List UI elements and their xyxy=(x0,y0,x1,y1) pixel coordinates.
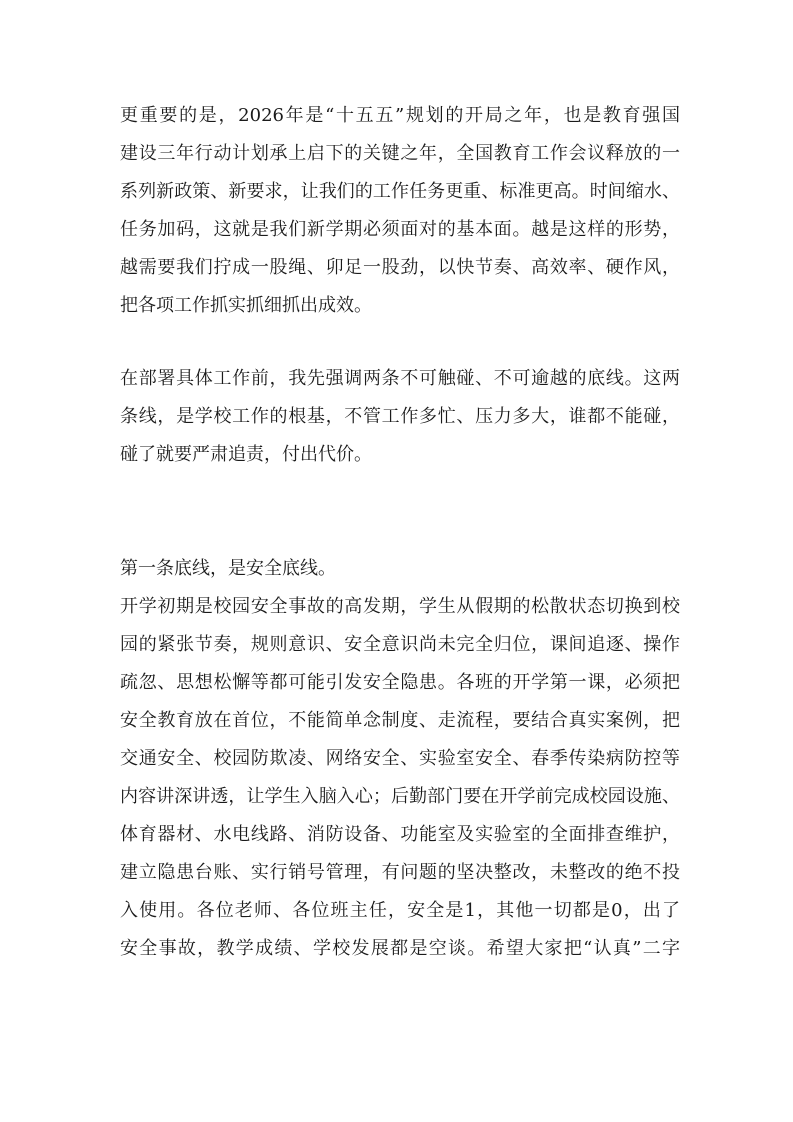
section-heading-safety xyxy=(120,550,680,588)
paragraph-line: 在部署具体工作前，我先强调两条不可触碰、不可逾越的底线。这两 xyxy=(120,368,680,389)
paragraph-line: 内容讲深讲透，让学生入脑入心；后勤部门要在开学前完成校园设施、 xyxy=(120,786,680,807)
paragraph-goals xyxy=(120,97,680,325)
paragraph-line: 园的紧张节奏，规则意识、安全意识尚未完全归位，课间追逐、操作 xyxy=(120,634,680,655)
paragraph-line: 任务加码，这就是我们新学期必须面对的基本面。越是这样的形势， xyxy=(120,219,680,240)
paragraph-line: 更重要的是，2026年是“十五五”规划的开局之年，也是教育强国 xyxy=(120,105,680,126)
paragraph-line: 安全事故，教学成绩、学校发展都是空谈。希望大家把“认真”二字 xyxy=(120,938,680,959)
paragraph-line: 交通安全、校园防欺凌、网络安全、实验室安全、春季传染病防控等 xyxy=(120,748,680,769)
paragraph-line: 建立隐患台账、实行销号管理，有问题的坚决整改，未整改的绝不投 xyxy=(120,862,680,883)
paragraph-line: 把各项工作抓实抓细抓出成效。 xyxy=(120,295,372,316)
paragraph-safety xyxy=(120,588,680,968)
paragraph-line: 碰了就要严肃追责，付出代价。 xyxy=(120,444,372,465)
paragraph-line: 条线，是学校工作的根基，不管工作多忙、压力多大，谁都不能碰， xyxy=(120,406,680,427)
paragraph-line: 安全教育放在首位，不能简单念制度、走流程，要结合真实案例，把 xyxy=(120,710,680,731)
section-heading-text: 第一条底线，是安全底线。 xyxy=(120,558,336,579)
paragraph-line: 开学初期是校园安全事故的高发期，学生从假期的松散状态切换到校 xyxy=(120,596,680,617)
paragraph-line: 系列新政策、新要求，让我们的工作任务更重、标准更高。时间缩水、 xyxy=(120,181,680,202)
paragraph-line: 疏忽、思想松懈等都可能引发安全隐患。各班的开学第一课，必须把 xyxy=(120,672,680,693)
paragraph-line: 建设三年行动计划承上启下的关键之年，全国教育工作会议释放的一 xyxy=(120,143,680,164)
paragraph-bottom-lines xyxy=(120,360,680,474)
paragraph-line: 入使用。各位老师、各位班主任，安全是1，其他一切都是0，出了 xyxy=(120,900,680,921)
paragraph-line: 体育器材、水电线路、消防设备、功能室及实验室的全面排查维护， xyxy=(120,824,680,845)
paragraph-line: 越需要我们拧成一股绳、卯足一股劲，以快节奏、高效率、硬作风， xyxy=(120,257,680,278)
